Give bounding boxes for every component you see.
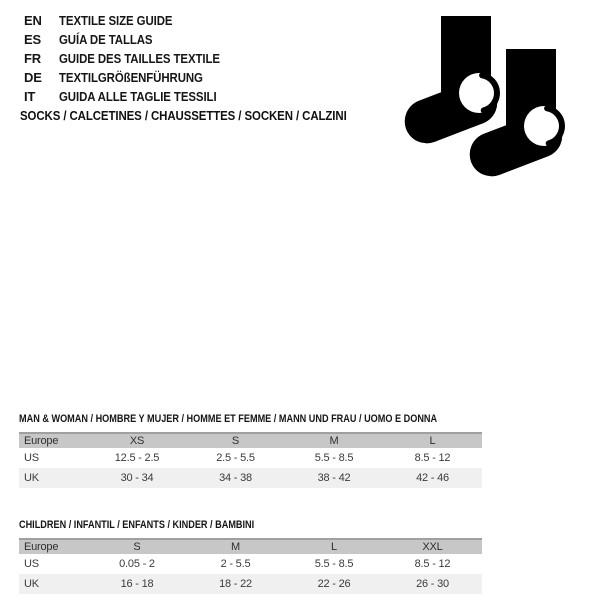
row-label: UK: [19, 574, 88, 594]
language-row-es: [24, 30, 242, 49]
size-cell: 16 - 18: [88, 574, 186, 594]
header-cell-region: Europe: [19, 539, 88, 554]
header-cell-size: M: [186, 539, 285, 554]
size-cell: 2 - 5.5: [220, 558, 251, 570]
table-header-row: [19, 539, 482, 554]
table-row-uk: [19, 574, 482, 594]
row-label: US: [24, 452, 39, 464]
header-cell-size: XS: [88, 433, 186, 448]
table-title: CHILDREN / INFANTIL / ENFANTS / KINDER / BAMBINI: [19, 519, 255, 531]
language-row-it: [24, 87, 242, 106]
language-code: ES: [24, 32, 41, 47]
header-cell-size: S: [88, 539, 186, 554]
size-cell: 42 - 46: [383, 468, 482, 488]
header-cell-size: M: [285, 433, 383, 448]
language-row-fr: [24, 49, 242, 68]
language-row-de: [24, 68, 242, 87]
size-table: [19, 538, 482, 594]
size-table-children: [19, 515, 482, 594]
header-cell-size: S: [186, 433, 285, 448]
size-cell: 5.5 - 8.5: [314, 452, 354, 464]
row-label: US: [24, 558, 39, 570]
language-label: GUIDE DES TAILLES TEXTILE: [59, 51, 220, 66]
size-cell: 38 - 42: [285, 468, 383, 488]
table-header-row: [19, 433, 482, 448]
language-code: DE: [24, 70, 42, 85]
header-cell-size: L: [383, 433, 482, 448]
header-cell-region: Europe: [19, 433, 88, 448]
size-cell: 22 - 26: [285, 574, 383, 594]
language-code: IT: [24, 89, 36, 104]
table-title: MAN & WOMAN / HOMBRE Y MUJER / HOMME ET FEMME / MANN UND FRAU / UOMO E DONNA: [19, 413, 438, 425]
size-cell: 2.5 - 5.5: [216, 452, 255, 464]
size-table-man-woman: [19, 409, 482, 488]
language-row-en: [24, 11, 242, 30]
language-label: GUIDA ALLE TAGLIE TESSILI: [59, 89, 217, 104]
size-cell: 34 - 38: [186, 468, 285, 488]
language-code: FR: [24, 51, 41, 66]
language-label: TEXTILGRÖßENFÜHRUNG: [59, 70, 203, 85]
language-label: GUÍA DE TALLAS: [59, 32, 153, 47]
table-row-uk: [19, 468, 482, 488]
category-line: SOCKS / CALCETINES / CHAUSSETTES / SOCKEN / CALZINI: [20, 108, 347, 123]
header-cell-size: XXL: [383, 539, 482, 554]
size-cell: 12.5 - 2.5: [114, 452, 160, 464]
size-cell: 26 - 30: [383, 574, 482, 594]
socks-icon: [403, 16, 565, 184]
language-list: [24, 11, 242, 106]
size-cell: 8.5 - 12: [414, 452, 451, 464]
size-cell: 30 - 34: [88, 468, 186, 488]
size-cell: 5.5 - 8.5: [314, 558, 354, 570]
table-row-us: [19, 554, 482, 574]
row-label: UK: [19, 468, 88, 488]
language-code: EN: [24, 13, 42, 28]
size-table: [19, 432, 482, 488]
size-cell: 18 - 22: [186, 574, 285, 594]
language-label: TEXTILE SIZE GUIDE: [59, 13, 173, 28]
table-row-us: [19, 448, 482, 468]
size-cell: 8.5 - 12: [414, 558, 451, 570]
header-cell-size: L: [285, 539, 383, 554]
size-cell: 0.05 - 2: [119, 558, 155, 570]
